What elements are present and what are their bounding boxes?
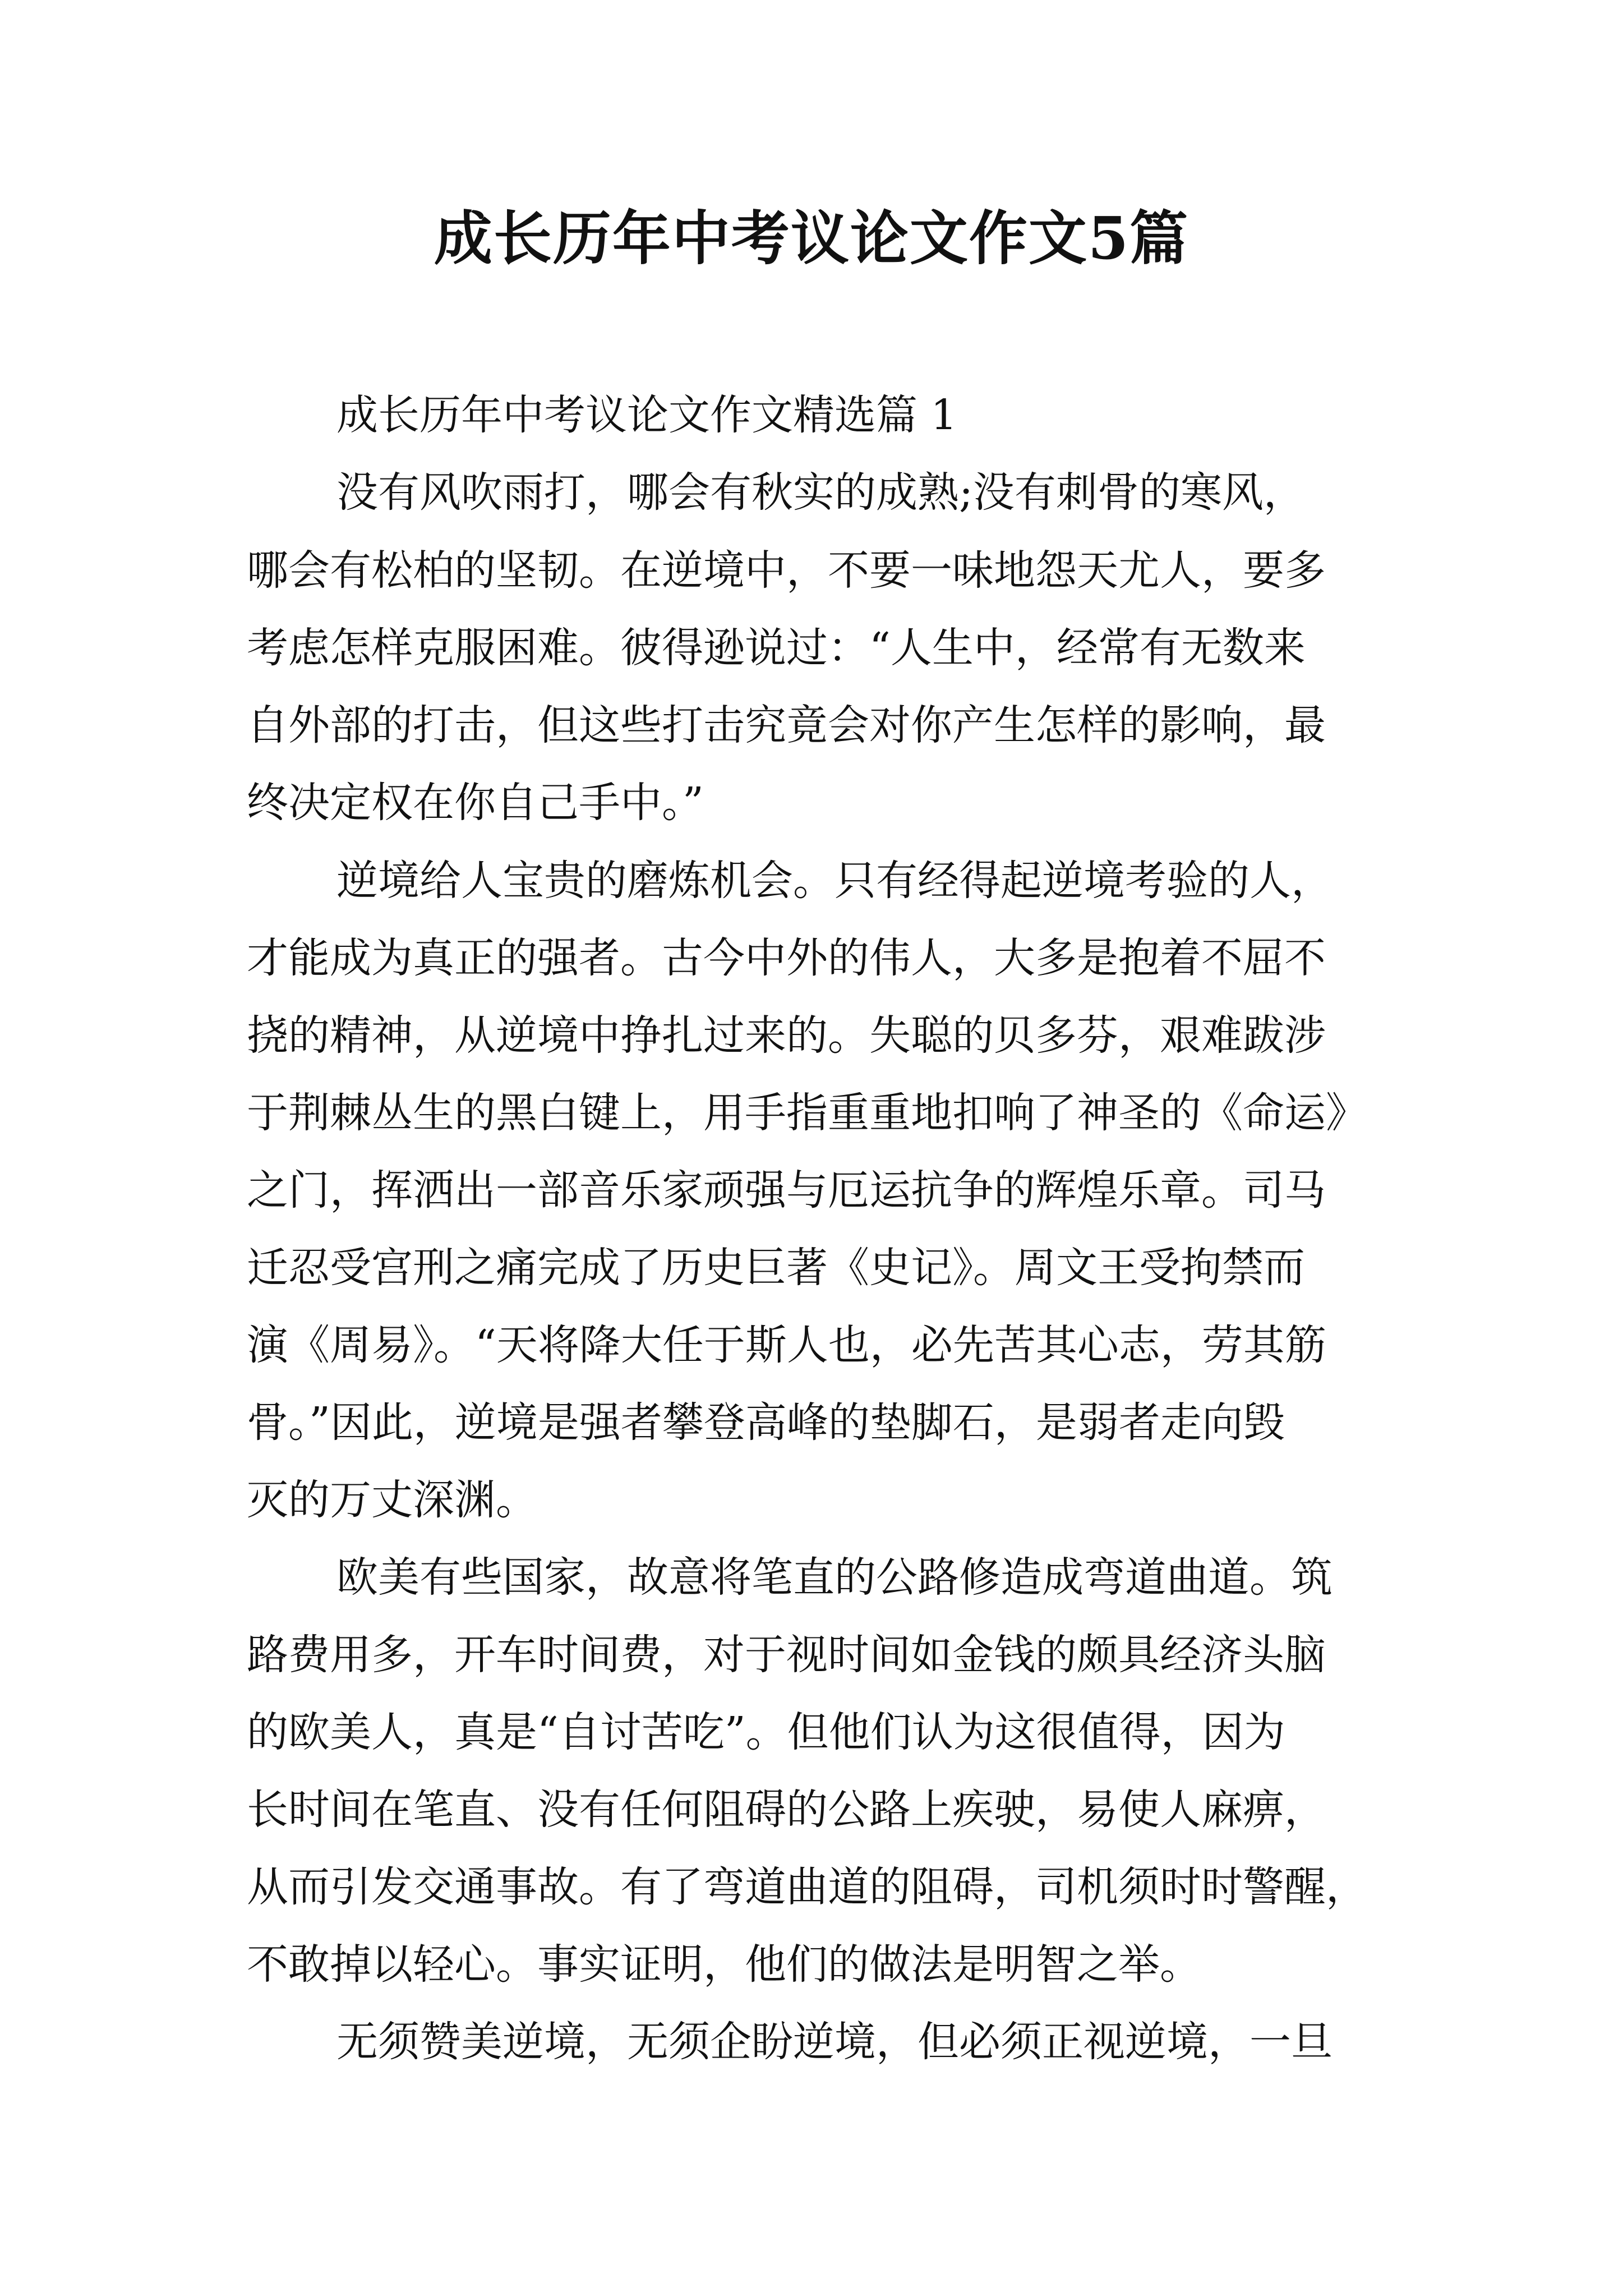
text-line: 考虑怎样克服困难。彼得逊说过：“人生中，经常有无数来 <box>247 624 1306 672</box>
text-line: 不敢掉以轻心。事实证明，他们的做法是明智之举。 <box>247 1940 1201 1989</box>
text-line: 迁忍受宫刑之痛完成了历史巨著《史记》。周文王受拘禁而 <box>247 1244 1305 1292</box>
document-title: 成长历年中考议论文作文5篇 <box>434 204 1189 273</box>
text-line: 演《周易》。“天将降大任于斯人也，必先苦其心志，劳其筋 <box>247 1321 1326 1369</box>
text-line: 终决定权在你自己手中。” <box>247 779 704 827</box>
text-line: 逆境给人宝贵的磨炼机会。只有经得起逆境考验的人， <box>336 857 1332 905</box>
text-line: 的欧美人，真是“自讨苦吃”。但他们认为这很值得，因为 <box>247 1708 1285 1756</box>
text-line: 骨。”因此，逆境是强者攀登高峰的垫脚石，是弱者走向毁 <box>247 1398 1285 1447</box>
text-line: 挠的精神，从逆境中挣扎过来的。失聪的贝多芬，艰难跋涉 <box>247 1011 1326 1060</box>
text-line: 之门，挥洒出一部音乐家顽强与厄运抗争的辉煌乐章。司马 <box>247 1166 1326 1214</box>
text-line: 灭的万丈深渊。 <box>247 1476 537 1524</box>
text-line: 从而引发交通事故。有了弯道曲道的阻碍，司机须时时警醒， <box>247 1863 1367 1911</box>
text-line: 路费用多，开车时间费，对于视时间如金钱的颇具经济头脑 <box>247 1631 1326 1679</box>
text-line: 长时间在笔直、没有任何阻碍的公路上疾驶，易使人麻痹， <box>247 1786 1326 1834</box>
text-line: 无须赞美逆境，无须企盼逆境，但必须正视逆境，一旦 <box>336 2018 1332 2066</box>
text-line: 于荆棘丛生的黑白键上，用手指重重地扣响了神圣的《命运》 <box>247 1089 1367 1137</box>
text-line: 才能成为真正的强者。古今中外的伟人，大多是抱着不屈不 <box>247 934 1326 982</box>
text-line: 欧美有些国家，故意将笔直的公路修造成弯道曲道。筑 <box>336 1553 1332 1602</box>
text-line: 自外部的打击，但这些打击究竟会对你产生怎样的影响，最 <box>247 701 1326 749</box>
text-line: 哪会有松柏的坚韧。在逆境中，不要一味地怨天尤人，要多 <box>247 546 1326 595</box>
section-heading: 成长历年中考议论文作文精选篇 1 <box>336 391 957 439</box>
text-line: 没有风吹雨打，哪会有秋实的成熟;没有刺骨的寒风， <box>336 468 1305 517</box>
